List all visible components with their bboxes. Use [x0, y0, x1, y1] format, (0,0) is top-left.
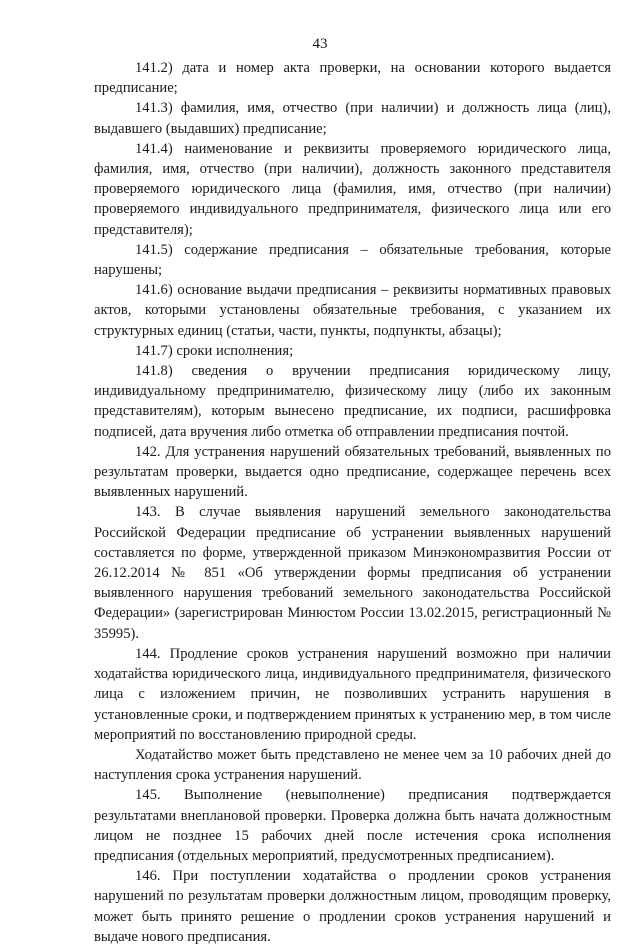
- paragraph-142: 142. Для устранения нарушений обязательных требований, выявленных по результатам проверки, выдается одно предписание, содержащее перечень всех выявленных нарушений.: [94, 443, 611, 501]
- paragraph-141-6: 141.6) основание выдачи предписания – реквизиты нормативных правовых актов, которыми установлены обязательные требования, с указанием их структурных единиц (статьи, части, пункты, подпункты, абзацы);: [94, 282, 611, 339]
- paragraph-145: 145. Выполнение (невыполнение) предписания подтверждается результатами внеплановой проверки. Проверка должна быть начата должностным лицом не позднее 15 рабочих дней после истечения срока исполнения предписания (отдельных мероприятий, предусмотренных предписанием).: [94, 787, 611, 864]
- document-body: [94, 58, 611, 947]
- paragraph-141-3: 141.3) фамилия, имя, отчество (при наличии) и должность лица (лиц), выдавшего (выдавших) предписание;: [94, 100, 611, 137]
- paragraph-141-5: 141.5) содержание предписания – обязательные требования, которые нарушены;: [94, 241, 611, 279]
- paragraph-141-2: 141.2) дата и номер акта проверки, на основании которого выдается предписание;: [94, 60, 611, 97]
- paragraph-143: 143. В случае выявления нарушений земельного законодательства Российской Федерации предписание об устранении выявленных нарушений составляется по форме, утвержденной приказом Минэкономразвития России от 26.12.2014 № 851 «Об утверждении формы предписания об устранении выявленного нарушения требований земельного законодательства Российской Федерации» (зарегистрирован Минюстом России 13.02.2015, регистрационный № 35995).: [94, 504, 611, 642]
- paragraph-141-7: 141.7) сроки исполнения;: [135, 342, 294, 359]
- paragraph-144-petition: Ходатайство может быть представлено не менее чем за 10 рабочих дней до наступления срока устранения нарушений.: [94, 746, 611, 784]
- paragraph-146: 146. При поступлении ходатайства о продлении сроков устранения нарушений по результатам проверки должностным лицом, проводящим проверку, может быть принято решение о продлении сроков устранения нарушений и выдаче нового предписания.: [94, 868, 611, 945]
- paragraph-141-8: 141.8) сведения о вручении предписания юридическому лицу, индивидуальному предпринимателю, физическому лицу (либо их законным представителям), которым вынесено предписание, их подписи, расшифровка подписей, дата вручения либо отметка об отправлении предписания почтой.: [94, 363, 611, 440]
- paragraph-144: 144. Продление сроков устранения нарушений возможно при наличии ходатайства юридического лица, индивидуального предпринимателя, физического лица с изложением причин, не позволивших устранить нарушения в установленные сроки, и подтверждением принятых к устранению мер, в том числе мероприятий по восстановлению природной среды.: [94, 645, 611, 743]
- page-number: 43: [312, 36, 328, 52]
- paragraph-141-4: 141.4) наименование и реквизиты проверяемого юридического лица, фамилия, имя, отчество (при наличии), должность законного представителя проверяемого юридического лица (фамилия, имя, отчество (при наличии) проверяемого индивидуального предпринимателя, физического лица или его представителя);: [94, 140, 611, 238]
